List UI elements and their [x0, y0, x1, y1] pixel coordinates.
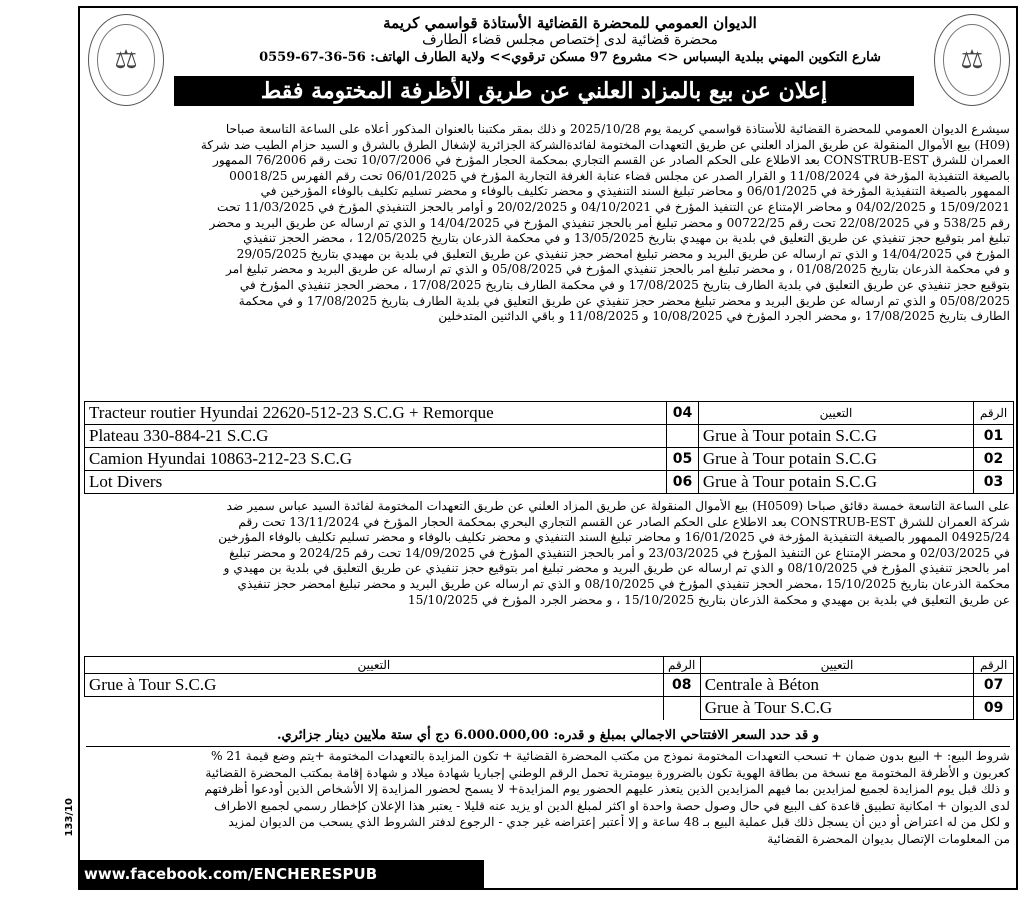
text-line: امر بالحجز تنفيذي المؤرخ في 08/10/2025 و الذي تم ارساله عن طريق البريد و محضر تبليغ امر بتوقيع حجز تنفيذي عن طريق التعليق في بلدية بن مهيدي و [223, 561, 1010, 576]
item-07: Centrale à Béton [700, 674, 974, 697]
text-line: على الساعة التاسعة خمسة دقائق صباحا (H0509) بيع الأموال المنقولة عن طريق المزاد العلني عن طريق التعهدات المختومة لفائدة السيد عباس سمير ضد [226, 499, 1010, 513]
table1-header-num: الرقم [974, 402, 1014, 425]
text-line: لدى الديوان + امكانية تطبيق قاعدة كف البيع في حال وصول حصة واحدة او اكثر لمبلغ الدين او يزيد عنه قليلا - يعتبر هذا الإعلان كإخطار رسمي لجميع الاطراف [214, 798, 1010, 813]
opening-price: و قد حدد السعر الافتتاحي الاجمالي بمبلغ و قدره: 6.000.000,00 دج أي ستة ملايين دينار جزائري. [86, 728, 1010, 747]
text-line: شروط البيع: + البيع بدون ضمان + تسحب التعهدات المختومة نموذج من مكتب المحضرة القضائية + تكون المزايدة بالتعهدات المختومة +يتم وضع قيمة 21 % [210, 749, 1010, 763]
text-line: شركة العمران للشرق CONSTRUB-EST بعد الاطلاع على الحكم الصادر عن القسم التجاري البحري بمحكمة الحجار المؤرخ في 13/11/2024 تحت رقم [238, 514, 1010, 529]
item-08: Grue à Tour S.C.G [85, 674, 664, 697]
header-line3: شارع التكوين المهني ببلدية البسباس <> مشروع 97 مسكن ترقوي>> ولاية الطارف الهاتف: 56-36-67-0559 [259, 50, 881, 65]
items-table-2 [84, 656, 1014, 720]
table2-header-item-left: التعيين [85, 657, 664, 674]
text-line: سيشرع الديوان العمومي للمحضرة القضائية للأستاذة قواسمي كريمة يوم 2025/10/28 و ذلك بمقر مكتبنا بالعنوان المذكور أعلاه على الساعة التاسعة صباحا [225, 122, 1010, 136]
text-line: من المعلومات الإتصال بديوان المحضرة القضائية [767, 831, 1010, 846]
table2-header-item-right: التعيين [700, 657, 974, 674]
item-num-02: 02 [974, 448, 1014, 471]
item-02: Grue à Tour potain S.C.G [698, 448, 973, 471]
item-num-07: 07 [974, 674, 1014, 697]
justice-seal-left-icon: ⚖ [88, 14, 164, 106]
empty-cell [663, 697, 700, 720]
table2-header-num-right: الرقم [974, 657, 1014, 674]
item-05: Camion Hyundai 10863-212-23 S.C.G [85, 448, 667, 471]
item-num-08: 08 [663, 674, 700, 697]
item-num-05: 05 [667, 448, 699, 471]
text-line: في 02/03/2025 و محضر الإمتناع عن التنفيذ المؤرخ في 23/03/2025 و أمر بالحجز التنفيذي المؤرخ في 14/09/2025 تحت رقم 2024/25 و محضر تبليغ [229, 545, 1010, 560]
text-line: 04925/24 الممهور بالصيغة التنفيذية المؤرخة في 16/01/2025 و محاضر تبليغ السند التنفيذي و محضر تكليف بالوفاء و محضر تسليم تكليف بالوفاء المؤرخين [218, 530, 1010, 545]
text-line: (H09) بيع الأموال المنقولة عن طريق المزاد العلني عن طريق التعهدات المختومة لفائدةالشركة الجزائرية لإشغال الطرق بالشرق و السيد حزام الطيب ضد شركة [200, 137, 1010, 152]
text-line: كعربون و الأظرفة المختومة مع نسخة من بطاقة الهوية تكون بالضرورة بيومترية تحمل الرقم الوطني إجباريا شهادة ميلاد و شهادة إقامة بمكتب المحضرة القضائية [205, 765, 1010, 780]
text-line: 15/09/2021 و 04/02/2025 و محاضر الإمتناع عن التنفيذ المؤرخ في 04/10/2021 و 20/02/2025 و أوامر بالحجز التنفيذي المؤرخ في 11/03/2025 تحت [217, 199, 1010, 214]
header-line1: الديوان العمومي للمحضرة القضائية الأستاذة قواسمي كريمة [383, 14, 757, 32]
item-num-09: 09 [974, 697, 1014, 720]
sale-conditions [86, 748, 1010, 848]
item-num-03: 03 [974, 471, 1014, 494]
empty-cell [85, 697, 664, 720]
table2-header-num-left: الرقم [663, 657, 700, 674]
item-03: Grue à Tour potain S.C.G [698, 471, 973, 494]
text-line: الممهور بالصيغة التنفيذية المؤرخة في 06/01/2025 و محاضر تبليغ السند التنفيذي و محضر تكليف بالوفاء و محضر تسليم تكليف بالوفاء المؤرخين في [260, 184, 1010, 199]
item-num-01: 01 [974, 425, 1014, 448]
side-code: 133/10 [64, 798, 75, 837]
text-line: و في محكمة الذرعان بتاريخ 01/08/2025 ، و محضر تبليغ امر بالحجز تنفيذي المؤرخ في 05/08/2025 و الذي تم ارساله عن طريق البريد و محضر تبليغ امر [226, 262, 1010, 277]
item-06: Lot Divers [85, 471, 667, 494]
table1-header-item: التعيين [698, 402, 973, 425]
text-line: عن طريق التعليق في بلدية بن مهيدي و محكمة الذرعان بتاريخ 15/10/2025 ، و محضر الجرد المؤرخ في 15/10/2025 [407, 592, 1010, 607]
text-line: رقم 538/25 و في 22/08/2025 تحت رقم 00722/25 و محضر تبليغ أمر بالحجز تنفيذي المؤرخ في 14/04/2025 و الذي تم ارساله عن طريق البريد و محضر [209, 215, 1010, 230]
text-line: و ذلك قبل يوم المزايدة لجميع لمزايدين بما فيهم المزايدين الذين يتعذر عليهم الحضور يوم المزايدة+ لا يسمح لحضور المزايدة إلا الأشخاص الذين أودعوا أظرفتهم [204, 782, 1010, 797]
item-num-04: 04 [667, 402, 699, 425]
item-04: Tracteur routier Hyundai 22620-512-23 S.C.G + Remorque [85, 402, 667, 425]
text-line: العمران للشرق CONSTRUB-EST بعد الاطلاع على الحكم الصادر عن القسم التجاري بمحكمة الحجار المؤرخ في 10/07/2006 تحت رقم 76/2006 الممهور [212, 153, 1010, 168]
text-line: و لكل من له اعتراض أو دين أن يسجل ذلك قبل عملية البيع بـ 48 ساعة و إلا أعتبر إعتراضه غير جدي - الرجوع لدفتر الشروط الذي يسحب من الديوان لمزيد [228, 815, 1010, 830]
text-line: محكمة الذرعان بتاريخ 15/10/2025 ،محضر الحجز تنفيذي المؤرخ في 08/10/2025 و الذي تم ارساله عن طريق البريد و محضر تبليغ امحضر حجز تنفيذي [237, 576, 1010, 591]
text-line: الطارف بتاريخ 17/08/2025 ،و محضر الجرد المؤرخ في 10/08/2025 و 11/08/2025 و باقي الدائنين المتدخلين [438, 309, 1010, 324]
justice-seal-right-icon: ⚖ [934, 14, 1010, 106]
paragraph-2 [86, 499, 1010, 608]
paragraph-1 [86, 122, 1010, 325]
item-09: Grue à Tour S.C.G [700, 697, 974, 720]
text-line: المؤرخ في 14/04/2025 و الذي تم ارساله عن طريق البريد و محضر تبليغ امحضر حجز تنفيذي عن طريق التعليق في بلدية بن مهيدي بتاريخ 29/05/2025 [236, 246, 1010, 261]
announcement-title: إعلان عن بيع بالمزاد العلني عن طريق الأظرفة المختومة فقط [174, 76, 914, 106]
item-01: Grue à Tour potain S.C.G [698, 425, 973, 448]
facebook-link[interactable]: www.facebook.com/ENCHERESPUB [80, 860, 484, 888]
text-line: بتوقيع حجز تنفيذي عن طريق التعليق في بلدية الطارف بتاريخ 17/08/2025 و في محكمة الطارف بتاريخ 17/08/2025 ، محضر الحجز تنفيذي المؤرخ في [239, 277, 1010, 292]
text-line: بالصيغة التنفيذية المؤرخة في 11/08/2024 و القرار الصدر عن مجلس قضاء عنابة الغرفة التجارية المؤرخ في 06/01/2025 تحت رقم الفهرس 00018/25 [229, 168, 1010, 183]
text-line: تبليغ امر بتوقيع حجز تنفيذي عن طريق التعليق في بلدية بن مهيدي بتاريخ 13/05/2025 و في محكمة الذرعان بتاريخ 12/05/2025 ، محضر الحجز تنفيذي [243, 231, 1010, 246]
item-04-cont: Plateau 330-884-21 S.C.G [85, 425, 667, 448]
items-table-1 [84, 401, 1014, 494]
empty-cell [667, 425, 699, 448]
text-line: 05/08/2025 و الذي تم ارساله عن طريق البريد و محضر تبليغ محضر حجز تنفيذي عن طريق التعليق في بلدية الطارف بتاريخ 17/08/2025 و في محكمة [238, 293, 1010, 308]
item-num-06: 06 [667, 471, 699, 494]
announcement-page [64, 6, 1018, 890]
header-line2: محضرة قضائية لدى إختصاص مجلس قضاء الطارف [422, 32, 718, 48]
